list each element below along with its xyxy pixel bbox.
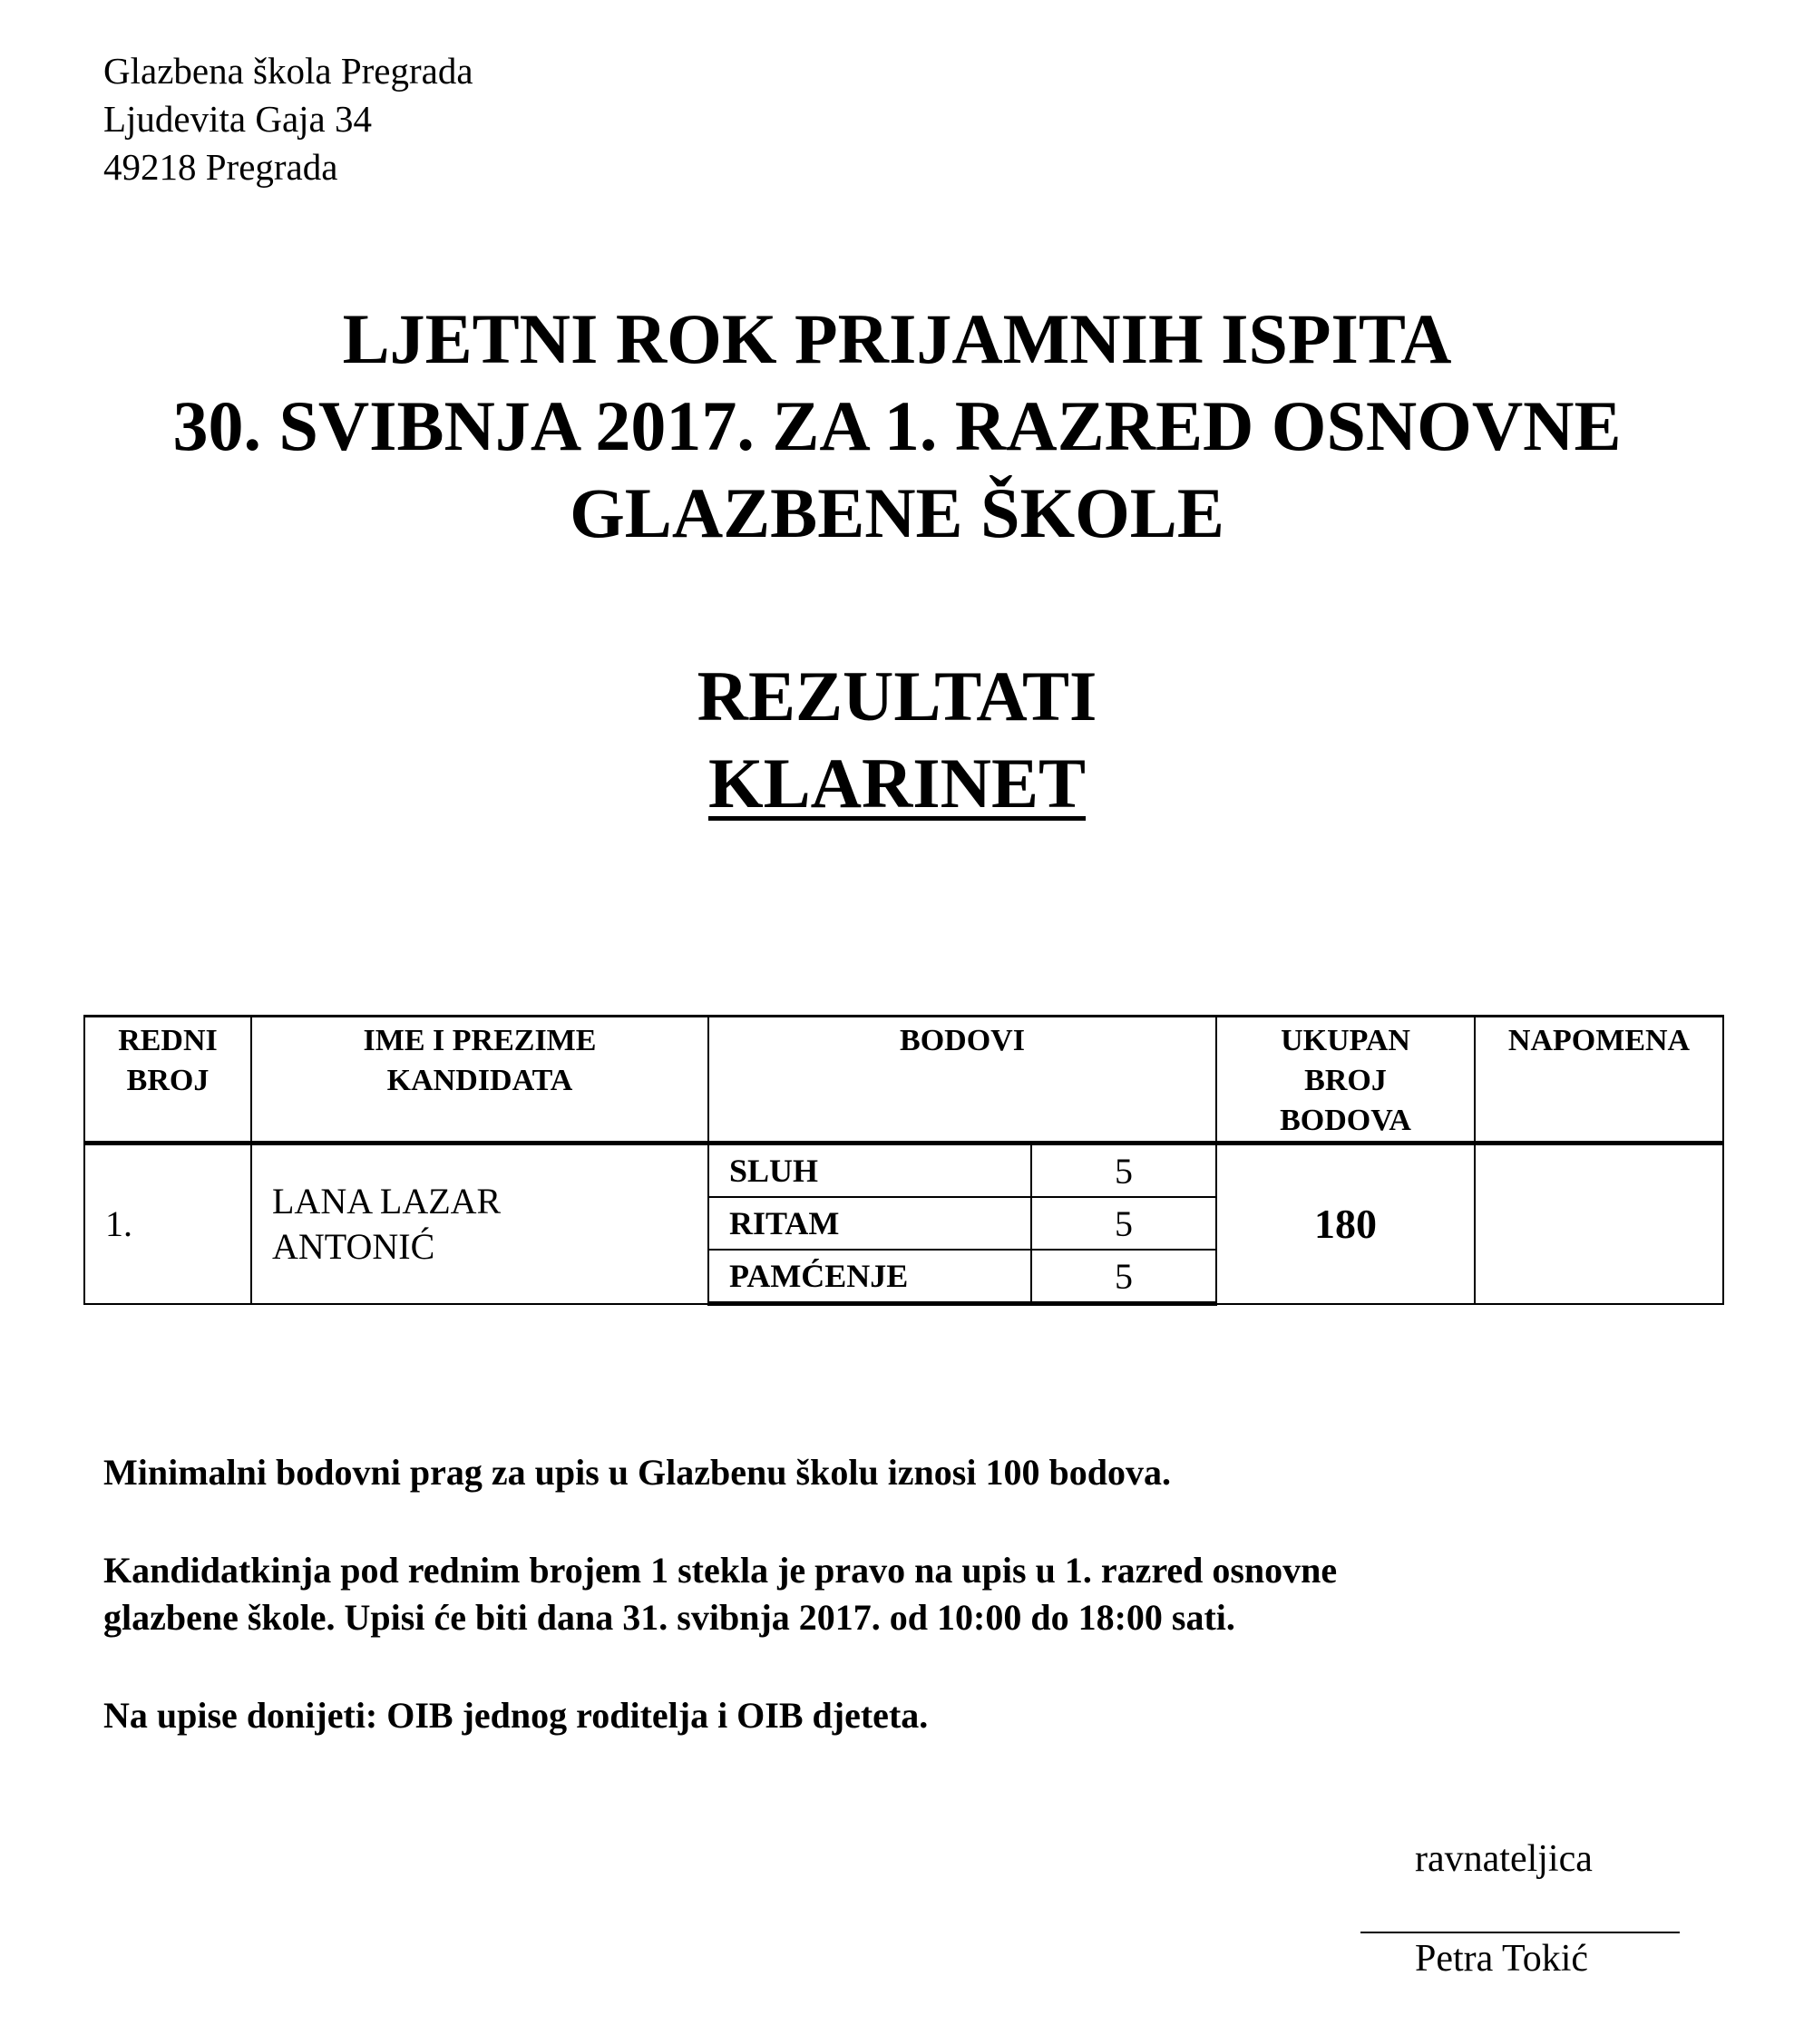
score-category: RITAM (708, 1197, 1031, 1250)
header-note: NAPOMENA (1475, 1017, 1723, 1144)
threshold-note: Minimalni bodovni prag za upis u Glazbenu školu iznosi 100 bodova. (103, 1452, 1171, 1493)
school-address (103, 47, 473, 191)
address-line-street: Ljudevita Gaja 34 (103, 98, 373, 140)
results-table (83, 1015, 1724, 1306)
table-row (84, 1144, 1723, 1198)
results-heading: REZULTATI (697, 657, 1097, 735)
row-candidate-name: LANA LAZAR ANTONIĆ (251, 1144, 708, 1304)
address-line-city: 49218 Pregrada (103, 146, 338, 188)
instrument-heading: KLARINET (707, 744, 1087, 822)
title-line-3: GLAZBENE ŠKOLE (570, 473, 1224, 552)
score-value: 5 (1031, 1144, 1216, 1198)
score-value: 5 (1031, 1250, 1216, 1304)
signature-role: ravnateljica (1415, 1838, 1593, 1880)
score-category: PAMĆENJE (708, 1250, 1031, 1304)
signature-line (1360, 1932, 1680, 1933)
documents-note: Na upise donijeti: OIB jednog roditelja i OIB djeteta. (103, 1695, 929, 1736)
notes-section (103, 1449, 1337, 1790)
row-note (1475, 1144, 1723, 1304)
score-value: 5 (1031, 1197, 1216, 1250)
title-line-1: LJETNI ROK PRIJAMNIH ISPITA (342, 299, 1452, 378)
header-total-points: UKUPAN BROJ BODOVA (1216, 1017, 1475, 1144)
table-header-row (84, 1017, 1723, 1144)
header-ordinal: REDNI BROJ (84, 1017, 251, 1144)
score-category: SLUH (708, 1144, 1031, 1198)
document-title (0, 296, 1794, 557)
signature-name: Petra Tokić (1415, 1938, 1589, 1980)
header-candidate-name: IME I PREZIME KANDIDATA (251, 1017, 708, 1144)
address-line-name: Glazbena škola Pregrada (103, 50, 473, 92)
header-points: BODOVI (708, 1017, 1216, 1144)
document-subtitle (0, 653, 1794, 827)
row-ordinal: 1. (84, 1144, 251, 1304)
enrollment-note: Kandidatkinja pod rednim brojem 1 stekla je pravo na upis u 1. razred osnovne glazbene škole. Upisi će biti dana 31. svibnja 2017. od 10:00 do 18:00 sati. (103, 1550, 1338, 1638)
title-line-2: 30. SVIBNJA 2017. ZA 1. RAZRED OSNOVNE (172, 386, 1622, 465)
row-total-points: 180 (1216, 1144, 1475, 1304)
